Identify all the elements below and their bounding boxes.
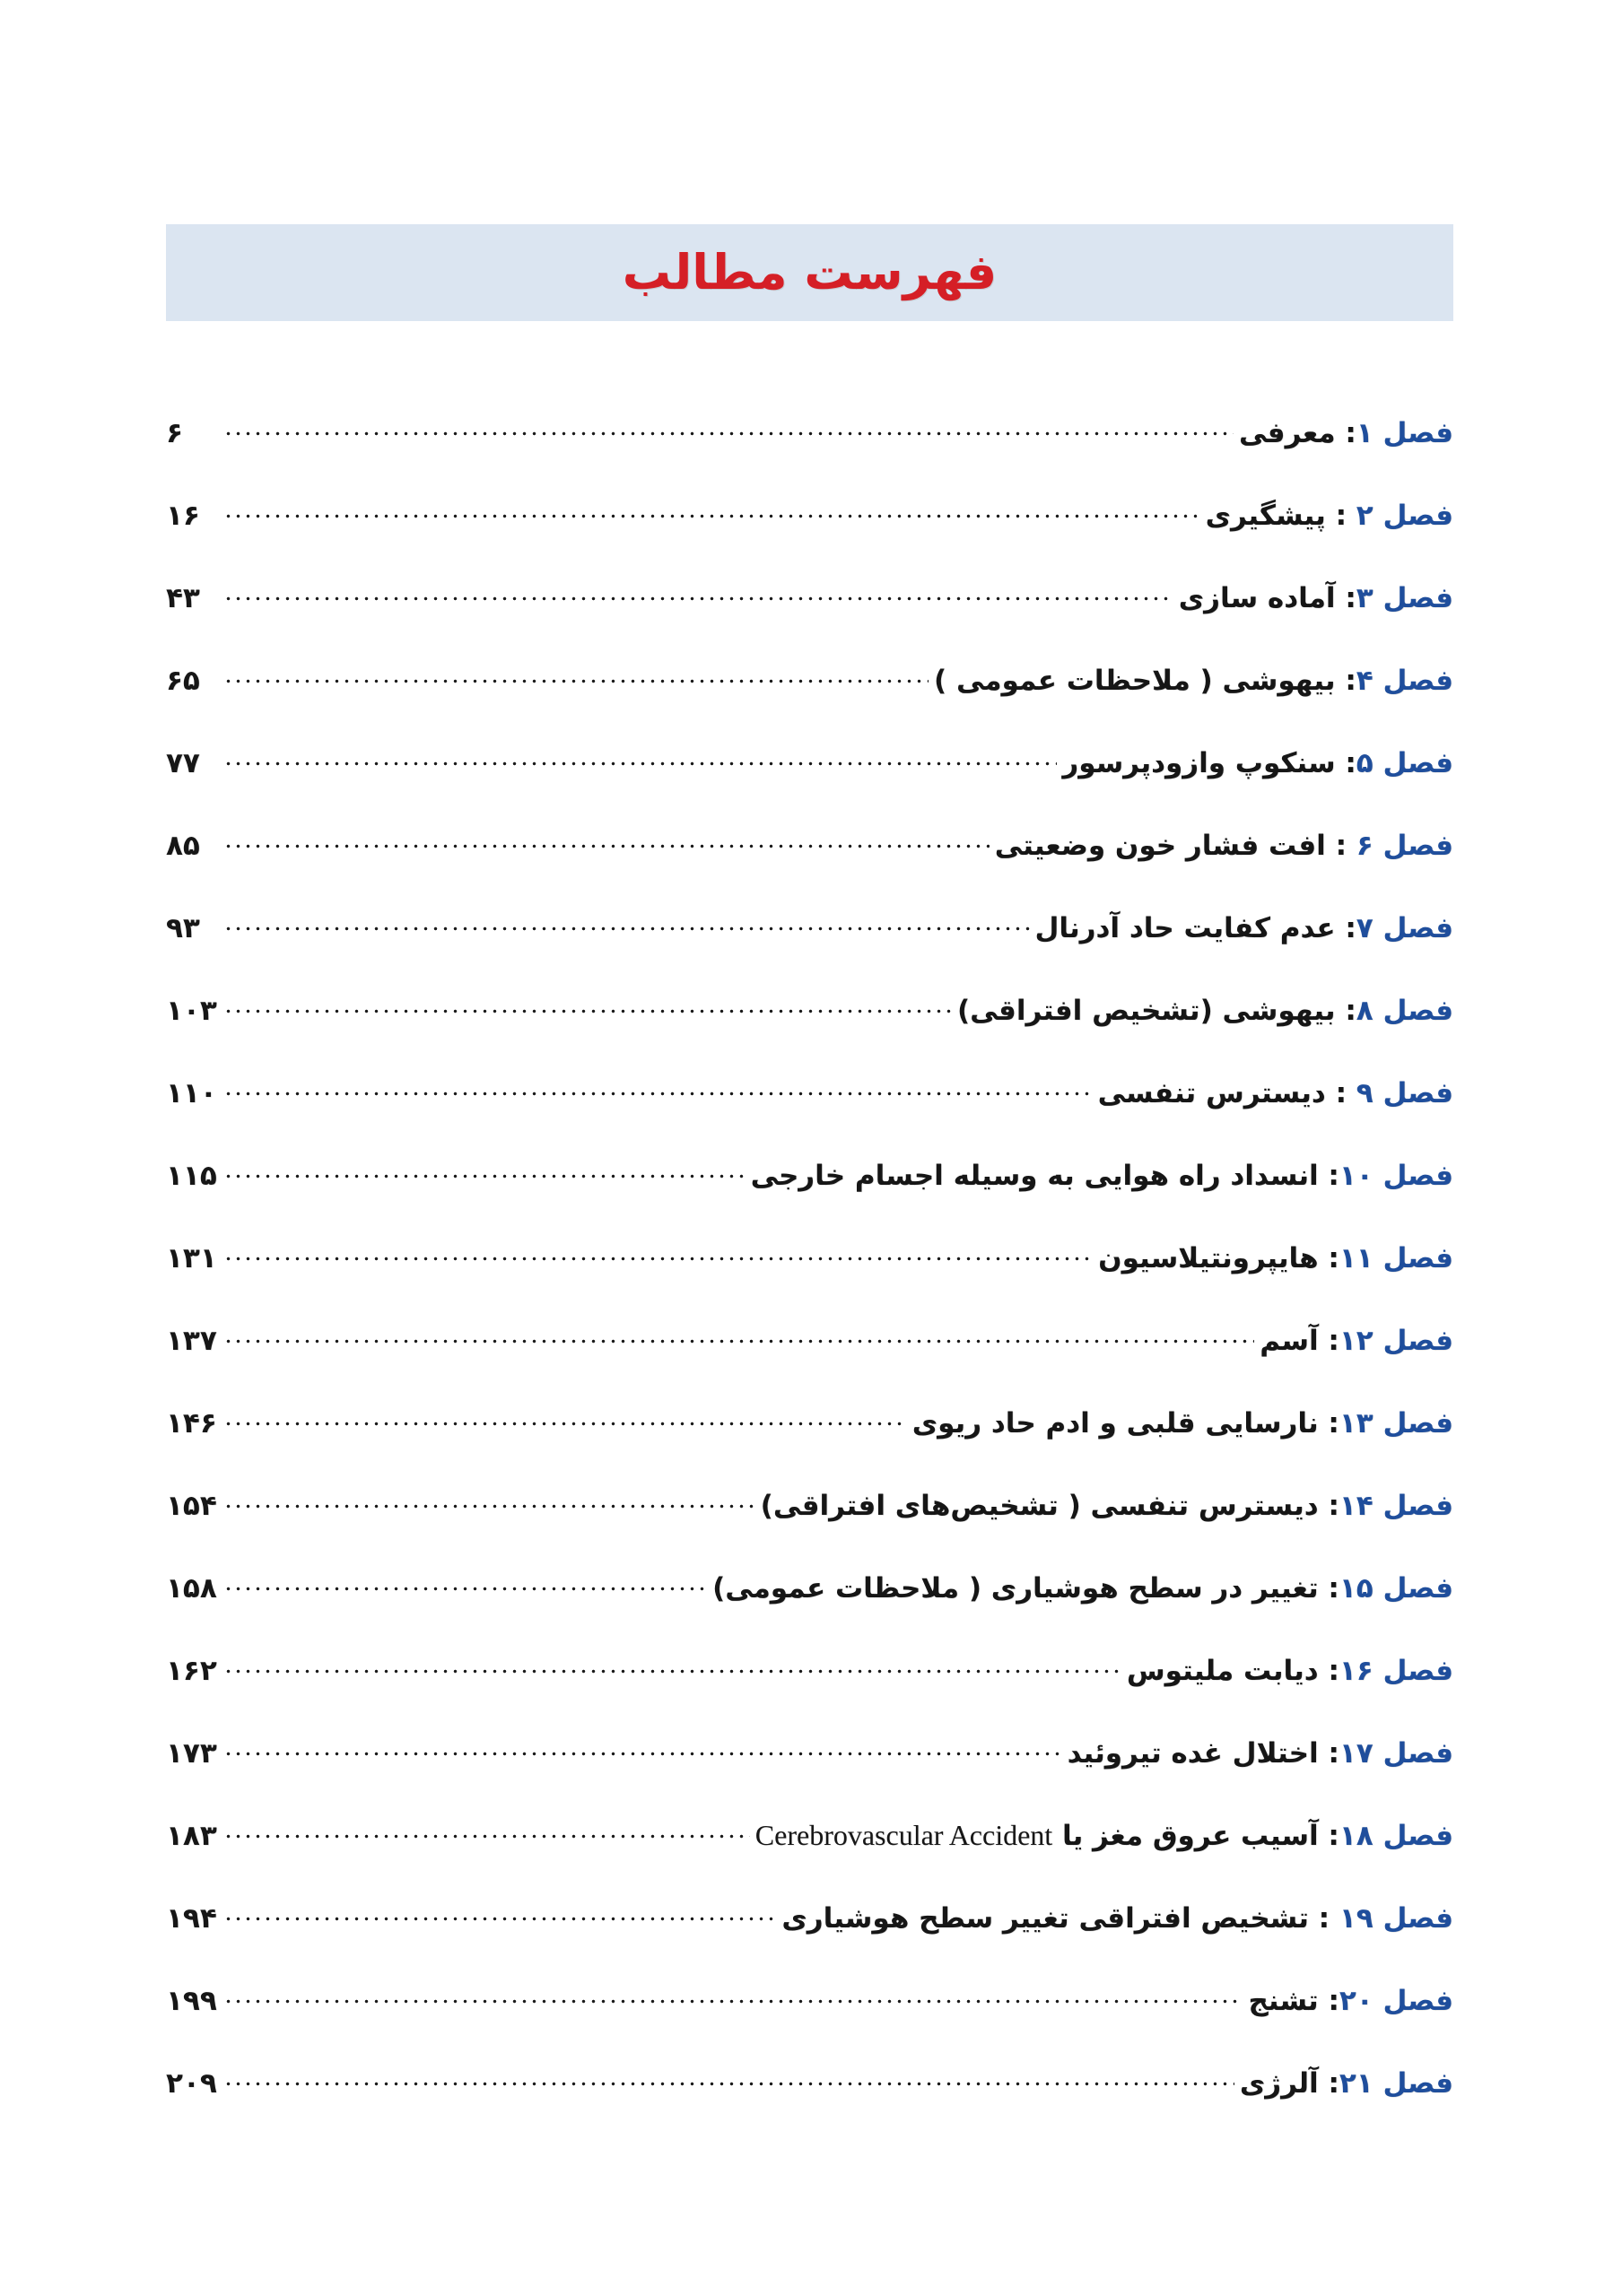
toc-entry-text: [1239, 418, 1453, 448]
chapter-title: : آماده سازی: [1178, 582, 1356, 614]
chapter-title: : سنکوپ وازودپرسور: [1062, 747, 1356, 779]
chapter-title: : دیابت ملیتوس: [1126, 1655, 1339, 1687]
chapter-label: فصل ۹: [1356, 1077, 1453, 1109]
toc-row[interactable]: [166, 1735, 1453, 1817]
chapter-title: : بیهوشی ( ملاحظات عمومی ): [934, 665, 1356, 697]
toc-dot-leader: [223, 497, 1200, 525]
toc-dot-leader: [223, 1157, 746, 1185]
chapter-title: : انسداد راه هوایی به وسیله اجسام خارجی: [750, 1160, 1339, 1192]
toc-row[interactable]: [166, 1487, 1453, 1570]
toc-page-number: ۱۹۹: [166, 1985, 217, 2017]
page-title: فهرست مطالب: [622, 244, 998, 300]
toc-entry-text: [995, 831, 1453, 861]
toc-entry-text: [781, 1903, 1453, 1934]
toc-list: [166, 414, 1453, 2147]
chapter-title: : نارسایی قلبی و ادم حاد ریوی: [911, 1407, 1339, 1439]
chapter-label: فصل ۱۶: [1339, 1655, 1453, 1687]
chapter-title: : معرفی: [1238, 417, 1356, 449]
toc-row[interactable]: [166, 2065, 1453, 2147]
chapter-label: فصل ۶: [1356, 830, 1453, 862]
toc-entry-text: [1035, 913, 1454, 944]
toc-entry-text: [1240, 2068, 1453, 2099]
toc-page-number: ۸۵: [166, 830, 200, 862]
toc-page-number: ۱۳۷: [166, 1325, 217, 1357]
toc-dot-leader: [223, 1322, 1254, 1350]
toc-page-number: ۱۴۶: [166, 1407, 217, 1439]
toc-page-number: ۱۸۳: [166, 1820, 217, 1852]
toc-entry-text: [1206, 500, 1453, 531]
toc-page-number: ۱۵۸: [166, 1572, 217, 1605]
chapter-title: : عدم کفایت حاد آدرنال: [1034, 912, 1356, 944]
chapter-label: فصل ۲۱: [1339, 2067, 1453, 2100]
toc-entry-text: [755, 1820, 1453, 1851]
chapter-title: : تغییر در سطح هوشیاری ( ملاحظات عمومی): [712, 1572, 1339, 1605]
chapter-label: فصل ۱۵: [1339, 1572, 1453, 1605]
toc-row[interactable]: [166, 1817, 1453, 1900]
chapter-label: فصل ۱۴: [1339, 1490, 1453, 1522]
toc-row[interactable]: [166, 992, 1453, 1074]
toc-row[interactable]: [166, 1982, 1453, 2065]
toc-page-number: ۱۵۴: [166, 1490, 217, 1522]
chapter-title: : دیسترس تنفسی: [1097, 1077, 1356, 1109]
chapter-title: : آسیب عروق مغز یا Cerebrovascular Accident: [754, 1819, 1339, 1852]
chapter-label: فصل ۸: [1356, 995, 1453, 1027]
toc-entry-text: [957, 996, 1453, 1026]
chapter-label: فصل ۷: [1356, 912, 1453, 944]
toc-row[interactable]: [166, 662, 1453, 744]
toc-entry-text: [912, 1408, 1453, 1439]
toc-page-number: ۱۶۲: [166, 1655, 217, 1687]
toc-dot-leader: [223, 744, 1057, 772]
chapter-label: فصل ۱۷: [1339, 1737, 1453, 1770]
chapter-label: فصل ۲: [1356, 500, 1453, 532]
toc-page-number: ۱۰۳: [166, 995, 217, 1027]
chapter-label: فصل ۱۲: [1339, 1325, 1453, 1357]
chapter-title: : پیشگیری: [1205, 500, 1356, 532]
chapter-title: : تشخیص افتراقی تغییر سطح هوشیاری: [781, 1902, 1339, 1935]
toc-dot-leader: [223, 1817, 750, 1845]
toc-dot-leader: [223, 579, 1173, 607]
chapter-title: : بیهوشی (تشخیص افتراقی): [956, 995, 1356, 1027]
chapter-label: فصل ۳: [1356, 582, 1453, 614]
toc-dot-leader: [223, 909, 1030, 937]
toc-page-number: ۱۱۰: [166, 1077, 217, 1109]
toc-dot-leader: [223, 1652, 1121, 1680]
chapter-label: فصل ۱۰: [1339, 1160, 1453, 1192]
chapter-label: فصل ۱۱: [1339, 1242, 1453, 1274]
toc-entry-text: [934, 665, 1453, 696]
toc-dot-leader: [223, 1487, 755, 1515]
chapter-label: فصل ۴: [1356, 665, 1453, 697]
toc-entry-text: [1098, 1243, 1453, 1274]
chapter-title: : هایپرونتیلاسیون: [1098, 1242, 1339, 1274]
toc-dot-leader: [223, 662, 929, 690]
toc-entry-text: [751, 1161, 1453, 1191]
chapter-label: فصل ۱۳: [1339, 1407, 1453, 1439]
toc-page-number: ۹۳: [166, 912, 200, 944]
toc-row[interactable]: [166, 744, 1453, 827]
toc-dot-leader: [223, 2065, 1234, 2092]
toc-entry-text: [1248, 1986, 1453, 2016]
toc-dot-leader: [223, 1982, 1243, 2010]
chapter-title: : آسم: [1260, 1325, 1339, 1357]
toc-entry-text: [761, 1491, 1453, 1521]
toc-dot-leader: [223, 414, 1234, 442]
toc-header-band: [166, 224, 1453, 321]
toc-dot-leader: [223, 1900, 776, 1927]
toc-row[interactable]: [166, 1157, 1453, 1239]
chapter-title: : افت فشار خون وضعیتی: [994, 830, 1356, 862]
chapter-title: : تشنج: [1248, 1985, 1339, 2017]
chapter-label: فصل ۵: [1356, 747, 1453, 779]
toc-row[interactable]: [166, 1239, 1453, 1322]
toc-page-number: ۱۱۵: [166, 1160, 217, 1192]
toc-row[interactable]: [166, 579, 1453, 662]
toc-row[interactable]: [166, 1570, 1453, 1652]
chapter-label: فصل ۲۰: [1339, 1985, 1453, 2017]
toc-page-number: ۱۷۳: [166, 1737, 217, 1770]
toc-page-number: ۶۵: [166, 665, 200, 697]
toc-row[interactable]: [166, 827, 1453, 909]
toc-page-number: ۱۳۱: [166, 1242, 217, 1274]
toc-row[interactable]: [166, 1900, 1453, 1982]
chapter-label: فصل ۱: [1356, 417, 1453, 449]
toc-entry-text: [1062, 748, 1453, 778]
toc-entry-text: [1098, 1078, 1453, 1109]
toc-page-number: ۱۹۴: [166, 1902, 217, 1935]
chapter-title: : آلرژی: [1239, 2067, 1339, 2100]
toc-page-number: ۲۰۹: [166, 2067, 217, 2100]
toc-dot-leader: [223, 1570, 707, 1597]
toc-entry-text: [1127, 1656, 1453, 1686]
chapter-label: فصل ۱۹: [1339, 1902, 1453, 1935]
toc-row[interactable]: [166, 1652, 1453, 1735]
toc-page-number: ۶: [166, 417, 183, 449]
toc-entry-text: [1179, 583, 1453, 613]
chapter-label: فصل ۱۸: [1339, 1820, 1453, 1852]
toc-row[interactable]: [166, 1405, 1453, 1487]
toc-dot-leader: [223, 1074, 1093, 1102]
toc-entry-text: [1260, 1326, 1453, 1356]
toc-page-number: ۱۶: [166, 500, 200, 532]
toc-dot-leader: [223, 1239, 1093, 1267]
toc-dot-leader: [223, 827, 990, 855]
toc-row[interactable]: [166, 909, 1453, 992]
toc-page-number: ۷۷: [166, 747, 200, 779]
toc-dot-leader: [223, 1735, 1062, 1762]
toc-entry-text: [1068, 1738, 1453, 1769]
toc-dot-leader: [223, 992, 952, 1020]
toc-entry-text: [712, 1573, 1453, 1604]
chapter-title-latin: Cerebrovascular Accident: [754, 1819, 1053, 1851]
toc-row[interactable]: [166, 414, 1453, 497]
chapter-title: : اختلال غده تیروئید: [1067, 1737, 1339, 1770]
toc-row[interactable]: [166, 1322, 1453, 1405]
toc-row[interactable]: [166, 497, 1453, 579]
toc-dot-leader: [223, 1405, 907, 1432]
chapter-title: : دیسترس تنفسی ( تشخیص‌های افتراقی): [760, 1490, 1339, 1522]
toc-page-number: ۴۳: [166, 582, 200, 614]
toc-row[interactable]: [166, 1074, 1453, 1157]
